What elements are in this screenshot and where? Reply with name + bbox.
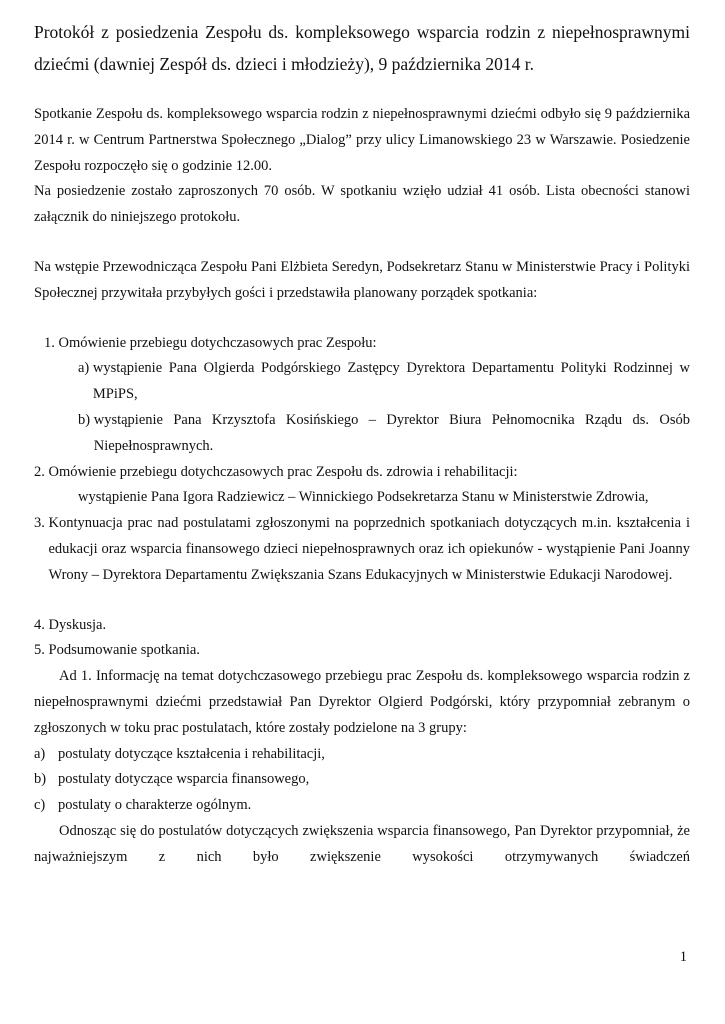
subitem-label: b) xyxy=(78,411,94,428)
page-number: 1 xyxy=(679,949,687,965)
agenda-item-number: 3. xyxy=(34,515,45,532)
agenda-item-3-body: Kontynuacja prac nad postulatami zgłoszonymi na poprzednich spotkaniach dotyczących m.in. kształcenia i edukacji oraz wsparcia finansowego dzieci niepełnosprawnych oraz ich opiekunów - wystąpienie Pani Joanny Wrony – Dyrektora Departamentu Zwiększania Szans Edukacyjnych w Ministerstwie Edukacji Narodowej. xyxy=(48,515,690,583)
group-text: postulaty o charakterze ogólnym. xyxy=(58,797,252,814)
intro-paragraph-1: Spotkanie Zespołu ds. kompleksowego wsparcia rodzin z niepełnosprawnymi dziećmi odbyło się 9 października 2014 r. w Centrum Partnerstwa Społecznego „Dialog” przy ulicy Limanowskiego 23 w Warszawie. Posiedzenie Zespołu rozpoczęło się o godzinie 12.00. xyxy=(34,106,690,174)
agenda-item-text: Omówienie przebiegu dotychczasowych prac Zespołu ds. zdrowia i rehabilitacji: xyxy=(48,463,518,480)
document-page xyxy=(34,16,690,871)
postulate-groups xyxy=(34,742,690,819)
group-label: b) xyxy=(34,771,47,788)
agenda-item-text xyxy=(49,511,691,588)
postulate-group-c xyxy=(34,793,690,819)
group-text: postulaty dotyczące kształcenia i rehabilitacji, xyxy=(58,745,325,762)
group-label: a) xyxy=(34,745,46,762)
postulate-group-a xyxy=(34,742,690,768)
welcome-paragraph: Na wstępie Przewodnicząca Zespołu Pani Elżbieta Seredyn, Podsekretarz Stanu w Ministerstwie Pracy i Polityki Społecznej przywitała przybyłych gości i przedstawiła planowany porządek spotkania: xyxy=(34,258,690,301)
intro-paragraph-2: Na posiedzenie zostało zaproszonych 70 osób. W spotkaniu wzięło udział 41 osób. Lista obecności stanowi załącznik do niniejszego protokołu. xyxy=(34,183,690,226)
agenda-subitem-b xyxy=(34,408,690,460)
agenda-item-2 xyxy=(34,460,690,486)
subitem-text: wystąpienie Pana Krzysztofa Kosińskiego – Dyrektor Biura Pełnomocnika Rządu ds. Osób Niepełnosprawnych. xyxy=(93,411,690,454)
ad1-paragraph: Ad 1. Informację na temat dotychczasowego przebiegu prac Zespołu ds. kompleksowego wsparcia rodzin z niepełnosprawnymi dziećmi przedstawiał Pan Dyrektor Olgierd Podgórski, który przypomniał zebranym o zgłoszonych w toku prac postulatach, które zostały podzielone na 3 grupy: xyxy=(34,668,690,736)
agenda-item-1 xyxy=(34,331,690,357)
postulate-group-b xyxy=(34,767,690,793)
subitem-label: a) xyxy=(78,360,93,377)
agenda-item-3 xyxy=(34,511,690,588)
document-title: Protokół z posiedzenia Zespołu ds. kompleksowego wsparcia rodzin z niepełnosprawnymi dziećmi (dawniej Zespół ds. dzieci i młodzieży), 9 października 2014 r. xyxy=(34,22,690,74)
closing-paragraph: Odnosząc się do postulatów dotyczących zwiększenia wsparcia finansowego, Pan Dyrektor przypomniał, że najważniejszym z nich było zwiększenie wysokości otrzymywanych świadczeń xyxy=(34,822,690,865)
agenda-item-number: 2. xyxy=(34,463,45,480)
agenda-item-5: 5. Podsumowanie spotkania. xyxy=(34,642,200,659)
agenda-list xyxy=(34,331,690,665)
group-text: postulaty dotyczące wsparcia finansowego, xyxy=(58,771,310,788)
agenda-item-2-speaker: wystąpienie Pana Igora Radziewicz – Winnickiego Podsekretarza Stanu w Ministerstwie Zdrowia, xyxy=(78,489,649,506)
group-label: c) xyxy=(34,797,46,814)
agenda-item-text: Omówienie przebiegu dotychczasowych prac Zespołu: xyxy=(58,334,377,351)
agenda-item-number: 1. xyxy=(44,334,55,351)
agenda-item-4: 4. Dyskusja. xyxy=(34,616,107,633)
agenda-subitem-a xyxy=(34,356,690,408)
subitem-text: wystąpienie Pana Olgierda Podgórskiego Zastępcy Dyrektora Departamentu Polityki Rodzinnej w MPiPS, xyxy=(92,360,690,403)
